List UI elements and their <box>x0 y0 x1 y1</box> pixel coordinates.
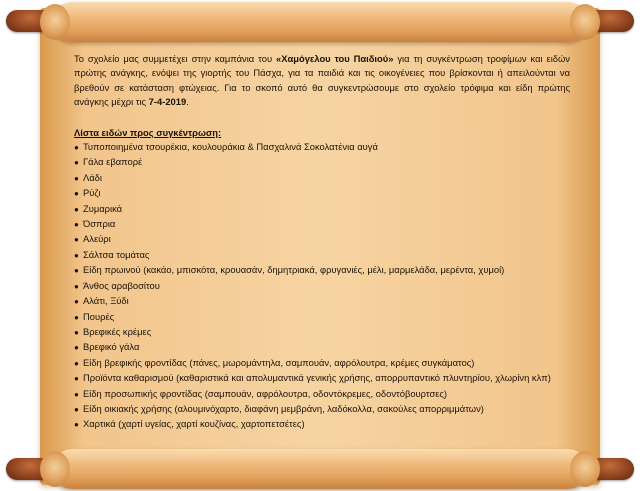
list-item <box>74 140 570 155</box>
list-item <box>74 325 570 340</box>
scroll-bottom-curl-right <box>570 451 600 487</box>
list-item <box>74 279 570 294</box>
list-item-text: Γάλα εβαπορέ <box>83 156 143 168</box>
list-item-text: Άνθος αραβοσίτου <box>83 279 160 291</box>
list-item-text: Προϊόντα καθαρισμού (καθαριστικά και απολυμαντικά γενικής χρήσης, απορρυπαντικό πλυντηρίου, χλωρίνη κλπ) <box>83 372 551 384</box>
intro-text-part2: για τη συγκέντρωση τροφίμων και ειδών πρώτης ανάγκης, ενόψει της γιορτής του Πάσχα, για τα παιδιά και τις οικογένειες που βρίσκονται ή απειλούνται να βρεθούν σε κατάσταση φτώχειας. Για το σκοπό αυτό θα συγκεντρώσουμε στο σχολείο τρόφιμα και είδη πρώτης ανάγκης μέχρι τις <box>74 53 570 108</box>
list-item <box>74 248 570 263</box>
list-item <box>74 340 570 355</box>
bullet-icon: ● <box>74 250 79 260</box>
list-item <box>74 310 570 325</box>
campaign-name: «Χαμόγελου του Παιδιού» <box>276 53 394 64</box>
list-item-text: Ρύζι <box>83 187 101 199</box>
bullet-icon: ● <box>74 189 79 199</box>
bullet-icon: ● <box>74 343 79 353</box>
bullet-icon: ● <box>74 204 79 214</box>
announcement-content <box>74 52 570 433</box>
list-item <box>74 387 570 402</box>
bullet-icon: ● <box>74 312 79 322</box>
scroll-top-curl-left <box>40 4 70 40</box>
list-item <box>74 417 570 432</box>
list-item-text: Αλεύρι <box>83 233 111 245</box>
list-item <box>74 171 570 186</box>
list-item-text: Ζυμαρικά <box>83 202 123 214</box>
list-item <box>74 202 570 217</box>
list-item-text: Είδη προσωπικής φροντίδας (σαμπουάν, αφρόλουτρα, οδοντόκρεμες, οδοντόβουρτσες) <box>83 387 448 399</box>
bullet-icon: ● <box>74 266 79 276</box>
bullet-icon: ● <box>74 158 79 168</box>
bullet-icon: ● <box>74 374 79 384</box>
list-item-text: Σάλτσα τομάτας <box>83 248 150 260</box>
bullet-icon: ● <box>74 297 79 307</box>
list-item-text: Τυποποιημένα τσουρέκια, κουλουράκια & Πασχαλινά Σοκολατένια αυγά <box>83 141 378 153</box>
list-item <box>74 263 570 278</box>
bullet-icon: ● <box>74 173 79 183</box>
list-item <box>74 356 570 371</box>
list-item <box>74 294 570 309</box>
list-item-text: Όσπρια <box>83 218 116 230</box>
list-item-text: Είδη πρωινού (κακάο, μπισκότα, κρουασάν, δημητριακά, φρυγανιές, μέλι, μαρμελάδα, μερέντα, χυμοί) <box>83 264 505 276</box>
list-item-text: Αλάτι, Ξύδι <box>83 295 129 307</box>
scroll-top-roll <box>52 2 588 42</box>
bullet-icon: ● <box>74 281 79 291</box>
list-item <box>74 155 570 170</box>
list-item-text: Βρεφικό γάλα <box>83 341 140 353</box>
list-item <box>74 371 570 386</box>
scroll-bottom-curl-left <box>40 451 70 487</box>
list-item-text: Λάδι <box>83 171 102 183</box>
intro-text-part1: Το σχολείο μας συμμετέχει στην καμπάνια του <box>74 53 276 64</box>
list-item-text: Χαρτικά (χαρτί υγείας, χαρτί κουζίνας, χαρτοπετσέτες) <box>83 418 305 430</box>
bullet-icon: ● <box>74 358 79 368</box>
list-item <box>74 402 570 417</box>
list-item <box>74 186 570 201</box>
list-item-text: Είδη βρεφικής φροντίδας (πάνες, μωρομάντηλα, σαμπουάν, αφρόλουτρα, κρέμες συγκάματος) <box>83 356 475 368</box>
list-title: Λίστα ειδών προς συγκέντρωση: <box>74 126 222 138</box>
bullet-icon: ● <box>74 143 79 153</box>
bullet-icon: ● <box>74 235 79 245</box>
list-item <box>74 217 570 232</box>
list-item-text: Είδη οικιακής χρήσης (αλουμινόχαρτο, διαφάνη μεμβράνη, λαδόκολλα, σακούλες απορριμμάτων) <box>83 402 484 414</box>
intro-text-part3: . <box>186 96 189 108</box>
list-item-text: Βρεφικές κρέμες <box>83 325 152 337</box>
list-item-text: Πουρές <box>83 310 115 322</box>
scroll-bottom-roll <box>52 449 588 489</box>
bullet-icon: ● <box>74 389 79 399</box>
list-item <box>74 232 570 247</box>
deadline-date: 7-4-2019 <box>148 96 187 108</box>
items-list <box>74 140 570 433</box>
bullet-icon: ● <box>74 220 79 230</box>
bullet-icon: ● <box>74 327 79 337</box>
intro-paragraph <box>74 52 570 110</box>
bullet-icon: ● <box>74 404 79 414</box>
scroll-top-curl-right <box>570 4 600 40</box>
bullet-icon: ● <box>74 420 79 430</box>
